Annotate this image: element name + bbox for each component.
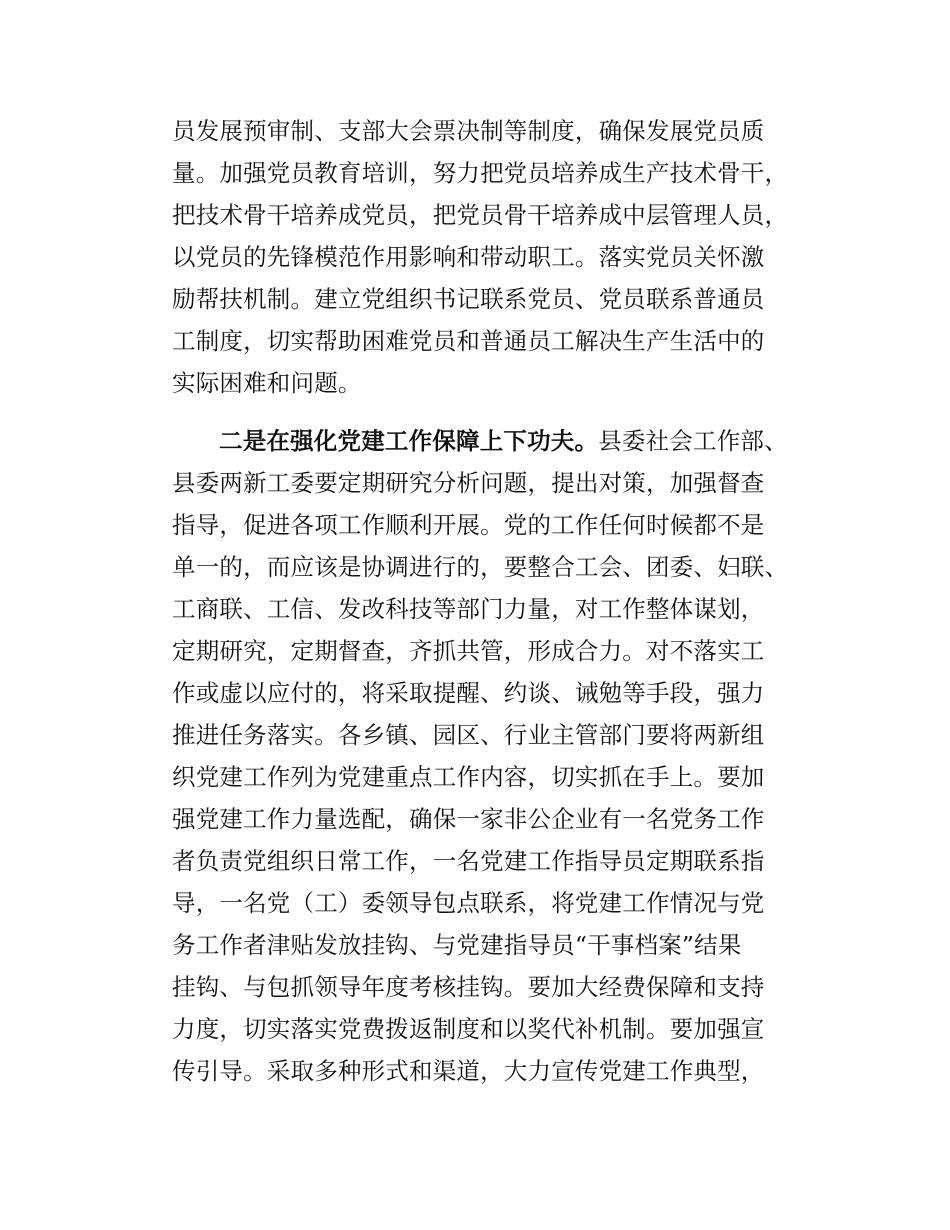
text-line: 工商联、工信、发改科技等部门力量，对工作整体谋划， (172, 595, 765, 623)
paragraph-work-guarantee (172, 420, 812, 1092)
paragraph-heading: 二是在强化党建工作保障上下功夫。 (219, 427, 599, 455)
heading-line-rest: 县委社会工作部、 (598, 427, 788, 455)
text-line: 指导，促进各项工作顺利开展。党的工作任何时候都不是 (172, 511, 765, 539)
text-line: 作或虚以应付的，将采取提醒、约谈、诫勉等手段，强力 (172, 679, 765, 707)
text-line: 工制度，切实帮助困难党员和普通员工解决生产生活中的 (172, 327, 765, 355)
text-line: 推进任务落实。各乡镇、园区、行业主管部门要将两新组 (172, 721, 765, 749)
text-line: 实际困难和问题。 (172, 369, 362, 397)
text-line: 导，一名党（工）委领导包点联系，将党建工作情况与党 (172, 889, 765, 917)
text-line: 单一的，而应该是协调进行的，要整合工会、团委、妇联、 (172, 553, 789, 581)
text-line: 定期研究，定期督查，齐抓共管，形成合力。对不落实工 (172, 637, 765, 665)
text-line: 励帮扶机制。建立党组织书记联系党员、党员联系普通员 (172, 285, 765, 313)
text-line: 力度，切实落实党费拨返制度和以奖代补机制。要加强宣 (172, 1015, 765, 1043)
text-line: 传引导。采取多种形式和渠道，大力宣传党建工作典型， (172, 1057, 765, 1085)
text-line: 者负责党组织日常工作，一名党建工作指导员定期联系指 (172, 847, 765, 875)
text-line: 挂钩、与包抓领导年度考核挂钩。要加大经费保障和支持 (172, 973, 765, 1001)
text-line: 以党员的先锋模范作用影响和带动职工。落实党员关怀激 (172, 243, 765, 271)
text-line: 把技术骨干培养成党员，把党员骨干培养成中层管理人员， (172, 201, 789, 229)
text-line: 强党建工作力量选配，确保一家非公企业有一名党务工作 (172, 805, 765, 833)
text-line: 织党建工作列为党建重点工作内容，切实抓在手上。要加 (172, 763, 765, 791)
paragraph-party-member-development (172, 110, 812, 404)
paragraph-first-line (172, 420, 812, 462)
text-line: 县委两新工委要定期研究分析问题，提出对策，加强督查 (172, 469, 765, 497)
text-line: 务工作者津贴发放挂钩、与党建指导员“干事档案”结果 (172, 931, 742, 959)
text-line: 员发展预审制、支部大会票决制等制度，确保发展党员质 (172, 117, 765, 145)
text-line: 量。加强党员教育培训，努力把党员培养成生产技术骨干， (172, 159, 789, 187)
